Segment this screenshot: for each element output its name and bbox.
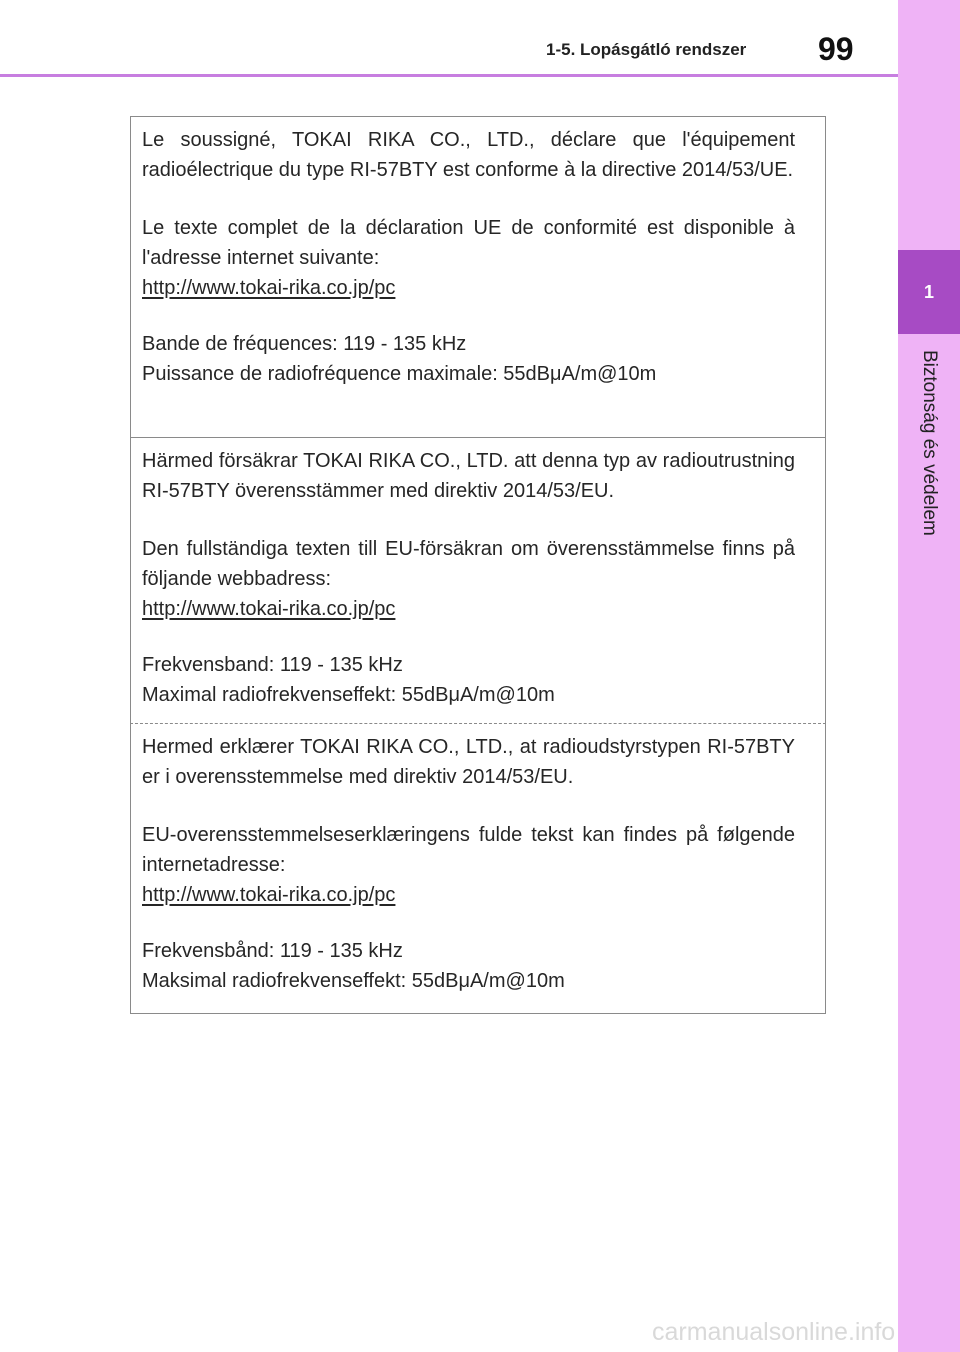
side-strip <box>898 0 960 1352</box>
section-title: 1-5. Lopásgátló rendszer <box>546 40 747 59</box>
chapter-number: 1 <box>923 281 934 302</box>
declaration-availability: EU-overensstemmelseserklæringens fulde tekst kan findes på følgende internetadresse: <box>142 824 795 876</box>
declaration-frequency: Frekvensbånd: 119 - 135 kHz <box>142 940 403 962</box>
declaration-swedish <box>130 438 826 724</box>
declaration-power: Maksimal radiofrekvenseffekt: 55dBμA/m@10m <box>142 970 565 992</box>
declaration-availability: Den fullständiga texten till EU-försäkran om överensstämmelse finns på följande webbadress: <box>142 538 795 590</box>
declaration-statement: Hermed erklærer TOKAI RIKA CO., LTD., at radioudstyrstypen RI-57BTY er i overensstemmelse med direktiv 2014/53/EU. <box>142 736 795 788</box>
declaration-frequency: Bande de fréquences: 119 - 135 kHz <box>142 333 467 355</box>
declaration-power: Maximal radiofrekvenseffekt: 55dBμA/m@10m <box>142 684 555 706</box>
declaration-danish <box>130 724 826 1014</box>
declaration-url[interactable]: http://www.tokai-rika.co.jp/pc <box>142 884 396 906</box>
declaration-frequency: Frekvensband: 119 - 135 kHz <box>142 654 403 676</box>
declaration-availability: Le texte complet de la déclaration UE de conformité est disponible à l'adresse internet suivante: <box>142 217 795 269</box>
header-rule <box>0 74 898 77</box>
declaration-url[interactable]: http://www.tokai-rika.co.jp/pc <box>142 598 396 620</box>
declaration-power: Puissance de radiofréquence maximale: 55dBμA/m@10m <box>142 363 657 385</box>
page-number: 99 <box>818 31 854 67</box>
declaration-url[interactable]: http://www.tokai-rika.co.jp/pc <box>142 277 396 299</box>
chapter-tab[interactable] <box>898 250 960 334</box>
declaration-statement: Le soussigné, TOKAI RIKA CO., LTD., déclare que l'équipement radioélectrique du type RI-57BTY est conforme à la directive 2014/53/UE. <box>142 129 795 181</box>
declaration-statement: Härmed försäkrar TOKAI RIKA CO., LTD. att denna typ av radioutrustning RI-57BTY överensstämmer med direktiv 2014/53/EU. <box>142 450 795 502</box>
chapter-name: Biztonság és védelem <box>919 350 940 536</box>
watermark: carmanualsonline.info <box>652 1318 896 1346</box>
declaration-french <box>130 116 826 438</box>
